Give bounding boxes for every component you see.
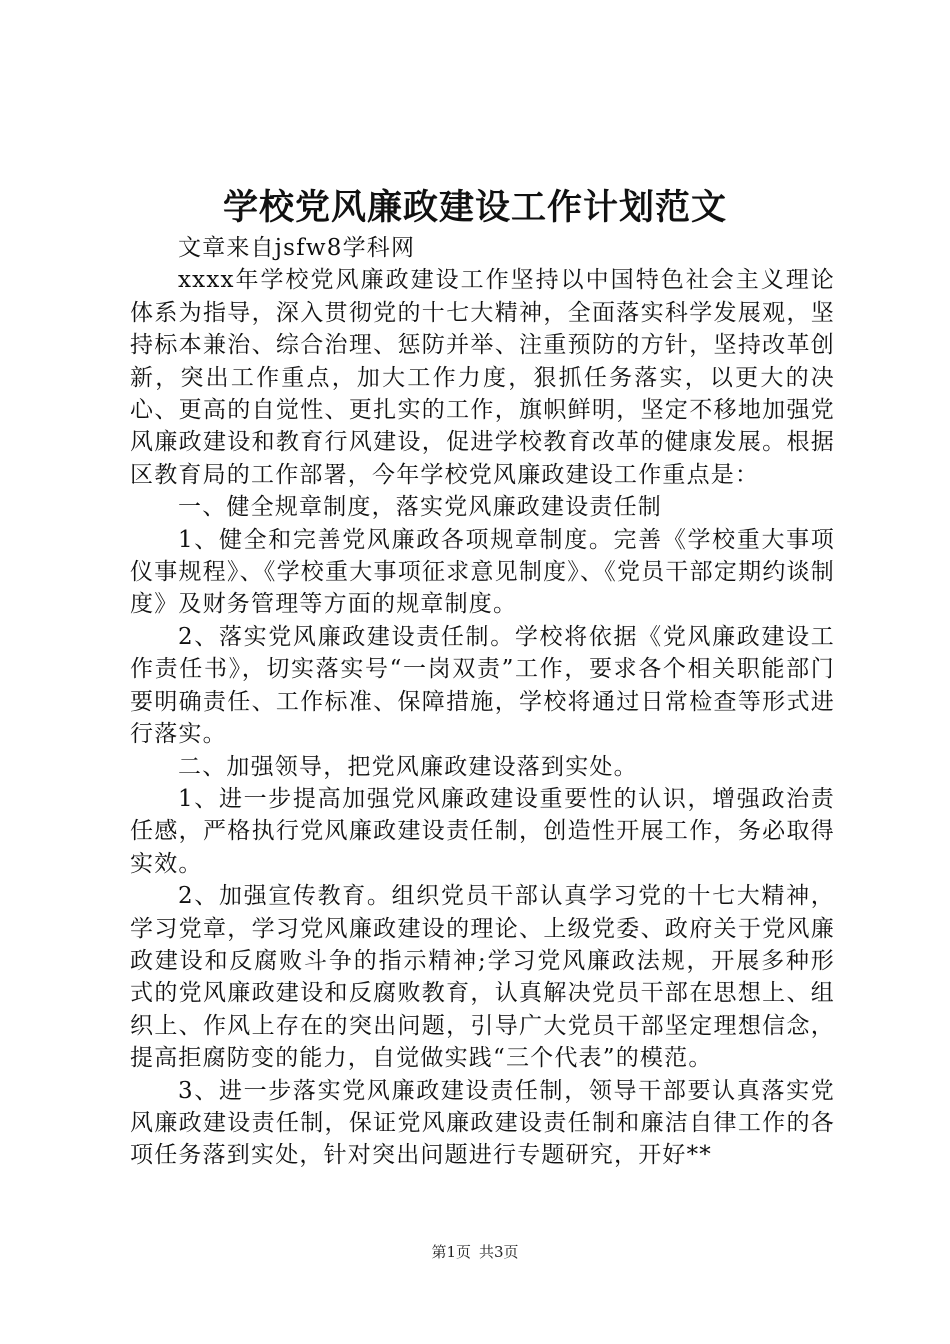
paragraph-intro: xxxx年学校党风廉政建设工作坚持以中国特色社会主义理论体系为指导，深入贯彻党的十七大精神，全面落实科学发展观，坚持标本兼治、综合治理、惩防并举、注重预防的方针，坚持改革创新，突出工作重点，加大工作力度，狠抓任务落实，以更大的决心、更高的自觉性、更扎实的工作，旗帜鲜明，坚定不移地加强党风廉政建设和教育行风建设，促进学校教育改革的健康发展。根据区教育局的工作部署，今年学校党风廉政建设工作重点是： <box>130 267 835 488</box>
paragraph-1-1: 1、健全和完善党风廉政各项规章制度。完善《学校重大事项仪事规程》、《学校重大事项征求意见制度》、《党员干部定期约谈制度》及财务管理等方面的规章制度。 <box>130 526 835 618</box>
source-line: 文章来自jsfw8学科网 <box>178 235 416 261</box>
document-title: 学校党风廉政建设工作计划范文 <box>222 187 727 228</box>
paragraph-2-3: 3、进一步落实党风廉政建设责任制，领导干部要认真落实党风廉政建设责任制，保证党风廉政建设责任制和廉洁自律工作的各项任务落到实处，针对突出问题进行专题研究，开好** <box>130 1077 835 1169</box>
page-number: 第1页 <box>431 1243 471 1261</box>
page-footer <box>0 1240 950 1264</box>
document-body <box>130 232 835 1172</box>
page-total: 共3页 <box>479 1243 519 1261</box>
section-heading-2: 二、加强领导，把党风廉政建设落到实处。 <box>178 753 638 780</box>
paragraph-1-2: 2、落实党风廉政建设责任制。学校将依据《党风廉政建设工作责任书》，切实落实号“一岗双责”工作，要求各个相关职能部门要明确责任、工作标准、保障措施，学校将通过日常检查等形式进行落实。 <box>130 623 835 748</box>
section-heading-1: 一、健全规章制度，落实党风廉政建设责任制 <box>178 494 662 521</box>
paragraph-2-1: 1、进一步提高加强党风廉政建设重要性的认识，增强政治责任感，严格执行党风廉政建设责任制，创造性开展工作，务必取得实效。 <box>130 785 835 877</box>
paragraph-2-2: 2、加强宣传教育。组织党员干部认真学习党的十七大精神，学习党章，学习党风廉政建设的理论、上级党委、政府关于党风廉政建设和反腐败斗争的指示精神;学习党风廉政法规，开展多种形式的党风廉政建设和反腐败教育，认真解决党员干部在思想上、组织上、作风上存在的突出问题，引导广大党员干部坚定理想信念，提高拒腐防变的能力，自觉做实践“三个代表”的模范。 <box>130 883 835 1072</box>
